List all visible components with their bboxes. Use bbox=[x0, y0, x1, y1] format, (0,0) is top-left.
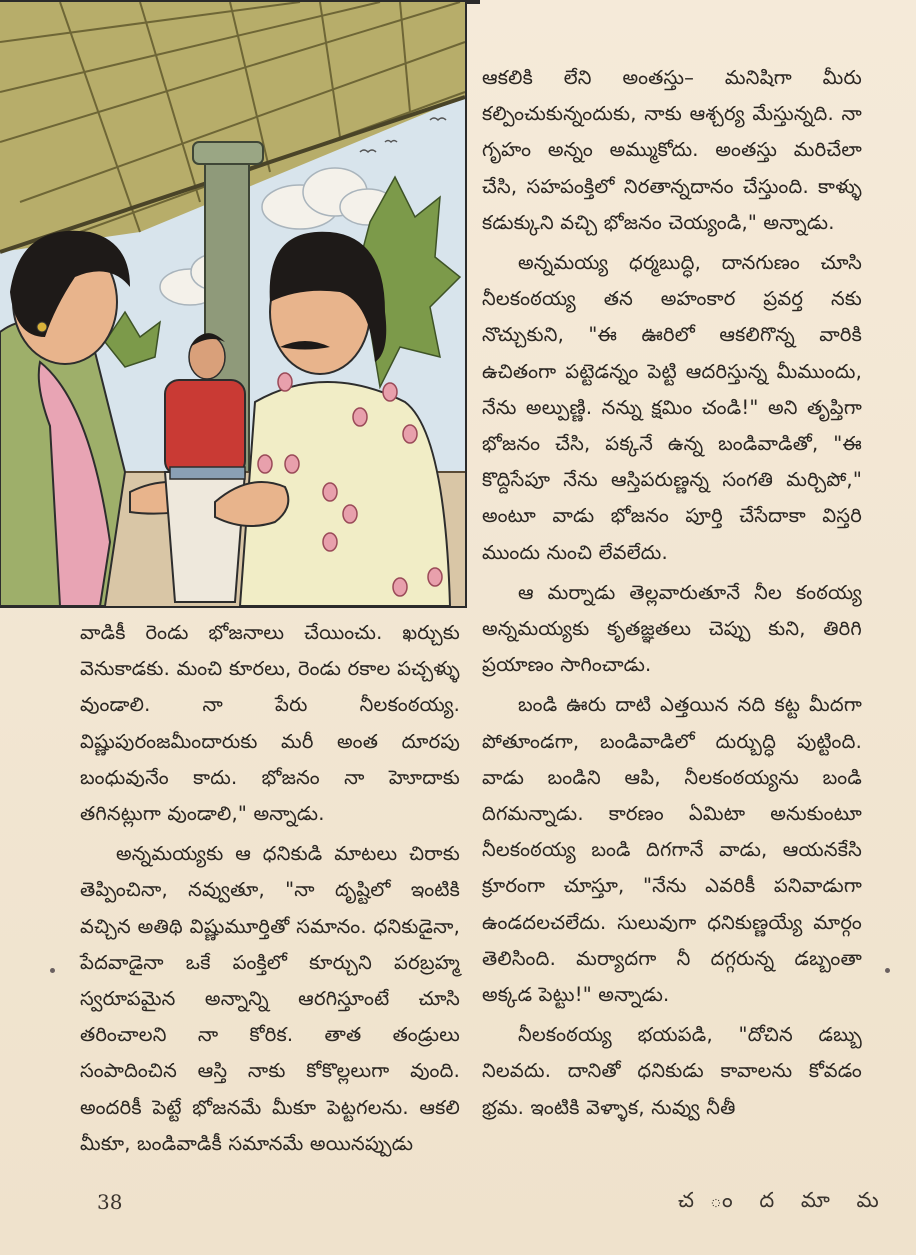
paragraph: అన్నమయ్య ధర్మబుద్ధి, దానగుణం చూసి నీలకంఠయ్య తన అహంకార ప్రవర్త నకు నొచ్చుకుని, "ఈ ఊరిలో ఆకలిగొన్న వారికి ఉచితంగా పట్టెడన్నం పెట్టి ఆదరిస్తున్న మీముందు, నేను అల్పుణ్ణి. నన్ను క్షమిం చండి!" అని తృప్తిగా భోజనం చేసి, పక్కనే ఉన్న బండివాడితో, "ఈ కొద్దిసేపూ నేను ఆస్తిపరుణ్ణన్న సంగతి మర్చిపో," అంటూ వాడు భోజనం పూర్తి చేసేదాకా విస్తరి ముందు నుంచి లేవలేదు. bbox=[482, 251, 862, 564]
page-number: 38 bbox=[97, 1190, 123, 1214]
paragraph: వాడికీ రెండు భోజనాలు చేయించు. ఖర్చుకు వెనుకాడకు. మంచి కూరలు, రెండు రకాల పచ్చళ్ళు వుండాలి. నా పేరు నీలకంఠయ్య. విష్ణుపురంజమీందారుకు మరీ అంత దూరపు బంధువునేం కాదు. భోజనం నా హెూదాకు తగినట్లుగా వుండాలి," అన్నాడు. bbox=[80, 621, 460, 826]
paragraph: బండి ఊరు దాటి ఎత్తయిన నది కట్ట మీదగా పోతూండగా, బండివాడిలో దుర్బుద్ధి పుట్టింది. వాడు బండిని ఆపి, నీలకంఠయ్యను బండి దిగమన్నాడు. కారణం ఏమిటా అనుకుంటూ నీలకంఠయ్య బండి దిగగానే వాడు, ఆయనకేసి క్రూరంగా చూస్తూ, "నేను ఎవరికీ పనివాడుగా ఉండదలచలేదు. సులువుగా ధనికుణ్ణయ్యే మార్గం తెలిసింది. మర్యాదగా నీ దగ్గరున్న డబ్బంతా అక్కడ పెట్టు!" అన్నాడు. bbox=[482, 693, 862, 1007]
print-speck bbox=[885, 968, 890, 973]
paragraph: ఆ మర్నాడు తెల్లవారుతూనే నీల కంఠయ్య అన్నమయ్యకు కృతజ్ఞతలు చెప్పు కుని, తిరిగి ప్రయాణం సాగించాడు. bbox=[482, 580, 862, 677]
left-text-column bbox=[80, 615, 460, 1162]
paragraph: ఆకలికి లేని అంతస్తు– మనిషిగా మీరు కల్పించుకున్నందుకు, నాకు ఆశ్చర్య మేస్తున్నది. నా గృహం అన్నం అమ్ముకోదు. అంతస్తు మరిచేలా చేసి, సహపంక్తిలో నిరతాన్నదానం చేస్తుంది. కాళ్ళు కడుక్కుని వచ్చి భోజనం చెయ్యండి," అన్నాడు. bbox=[482, 66, 862, 234]
right-text-column bbox=[482, 60, 862, 1126]
print-speck bbox=[50, 968, 55, 973]
paragraph: నీలకంఠయ్య భయపడి, "దోచిన డబ్బు నిలవదు. దానితో ధనికుడు కావాలను కోవడం భ్రమ. ఇంటికి వెళ్ళాక, నువ్వు నీతీ bbox=[482, 1023, 862, 1119]
paragraph: అన్నమయ్యకు ఆ ధనికుడి మాటలు చిరాకు తెప్పించినా, నవ్వుతూ, "నా దృష్టిలో ఇంటికి వచ్చిన అతిథి విష్ణుమూర్తితో సమానం. ధనికుడైనా, పేదవాడైనా ఒకే పంక్తిలో కూర్చుని పరబ్రహ్మ స్వరూపమైన అన్నాన్ని ఆరగిస్తూంటే చూసి తరించాలని నా కోరిక. తాత తండ్రులు సంపాదించిన ఆస్తి నాకు కోకొల్లలుగా వుంది. అందరికీ పెట్టే భోజనమే మీకూ పెట్టగలను. ఆకలి మీకూ, బండివాడికీ సమానమే అయినప్పుడు bbox=[80, 842, 460, 1155]
magazine-name: చ ం ద మా మ bbox=[678, 1188, 889, 1212]
story-illustration bbox=[0, 2, 467, 608]
